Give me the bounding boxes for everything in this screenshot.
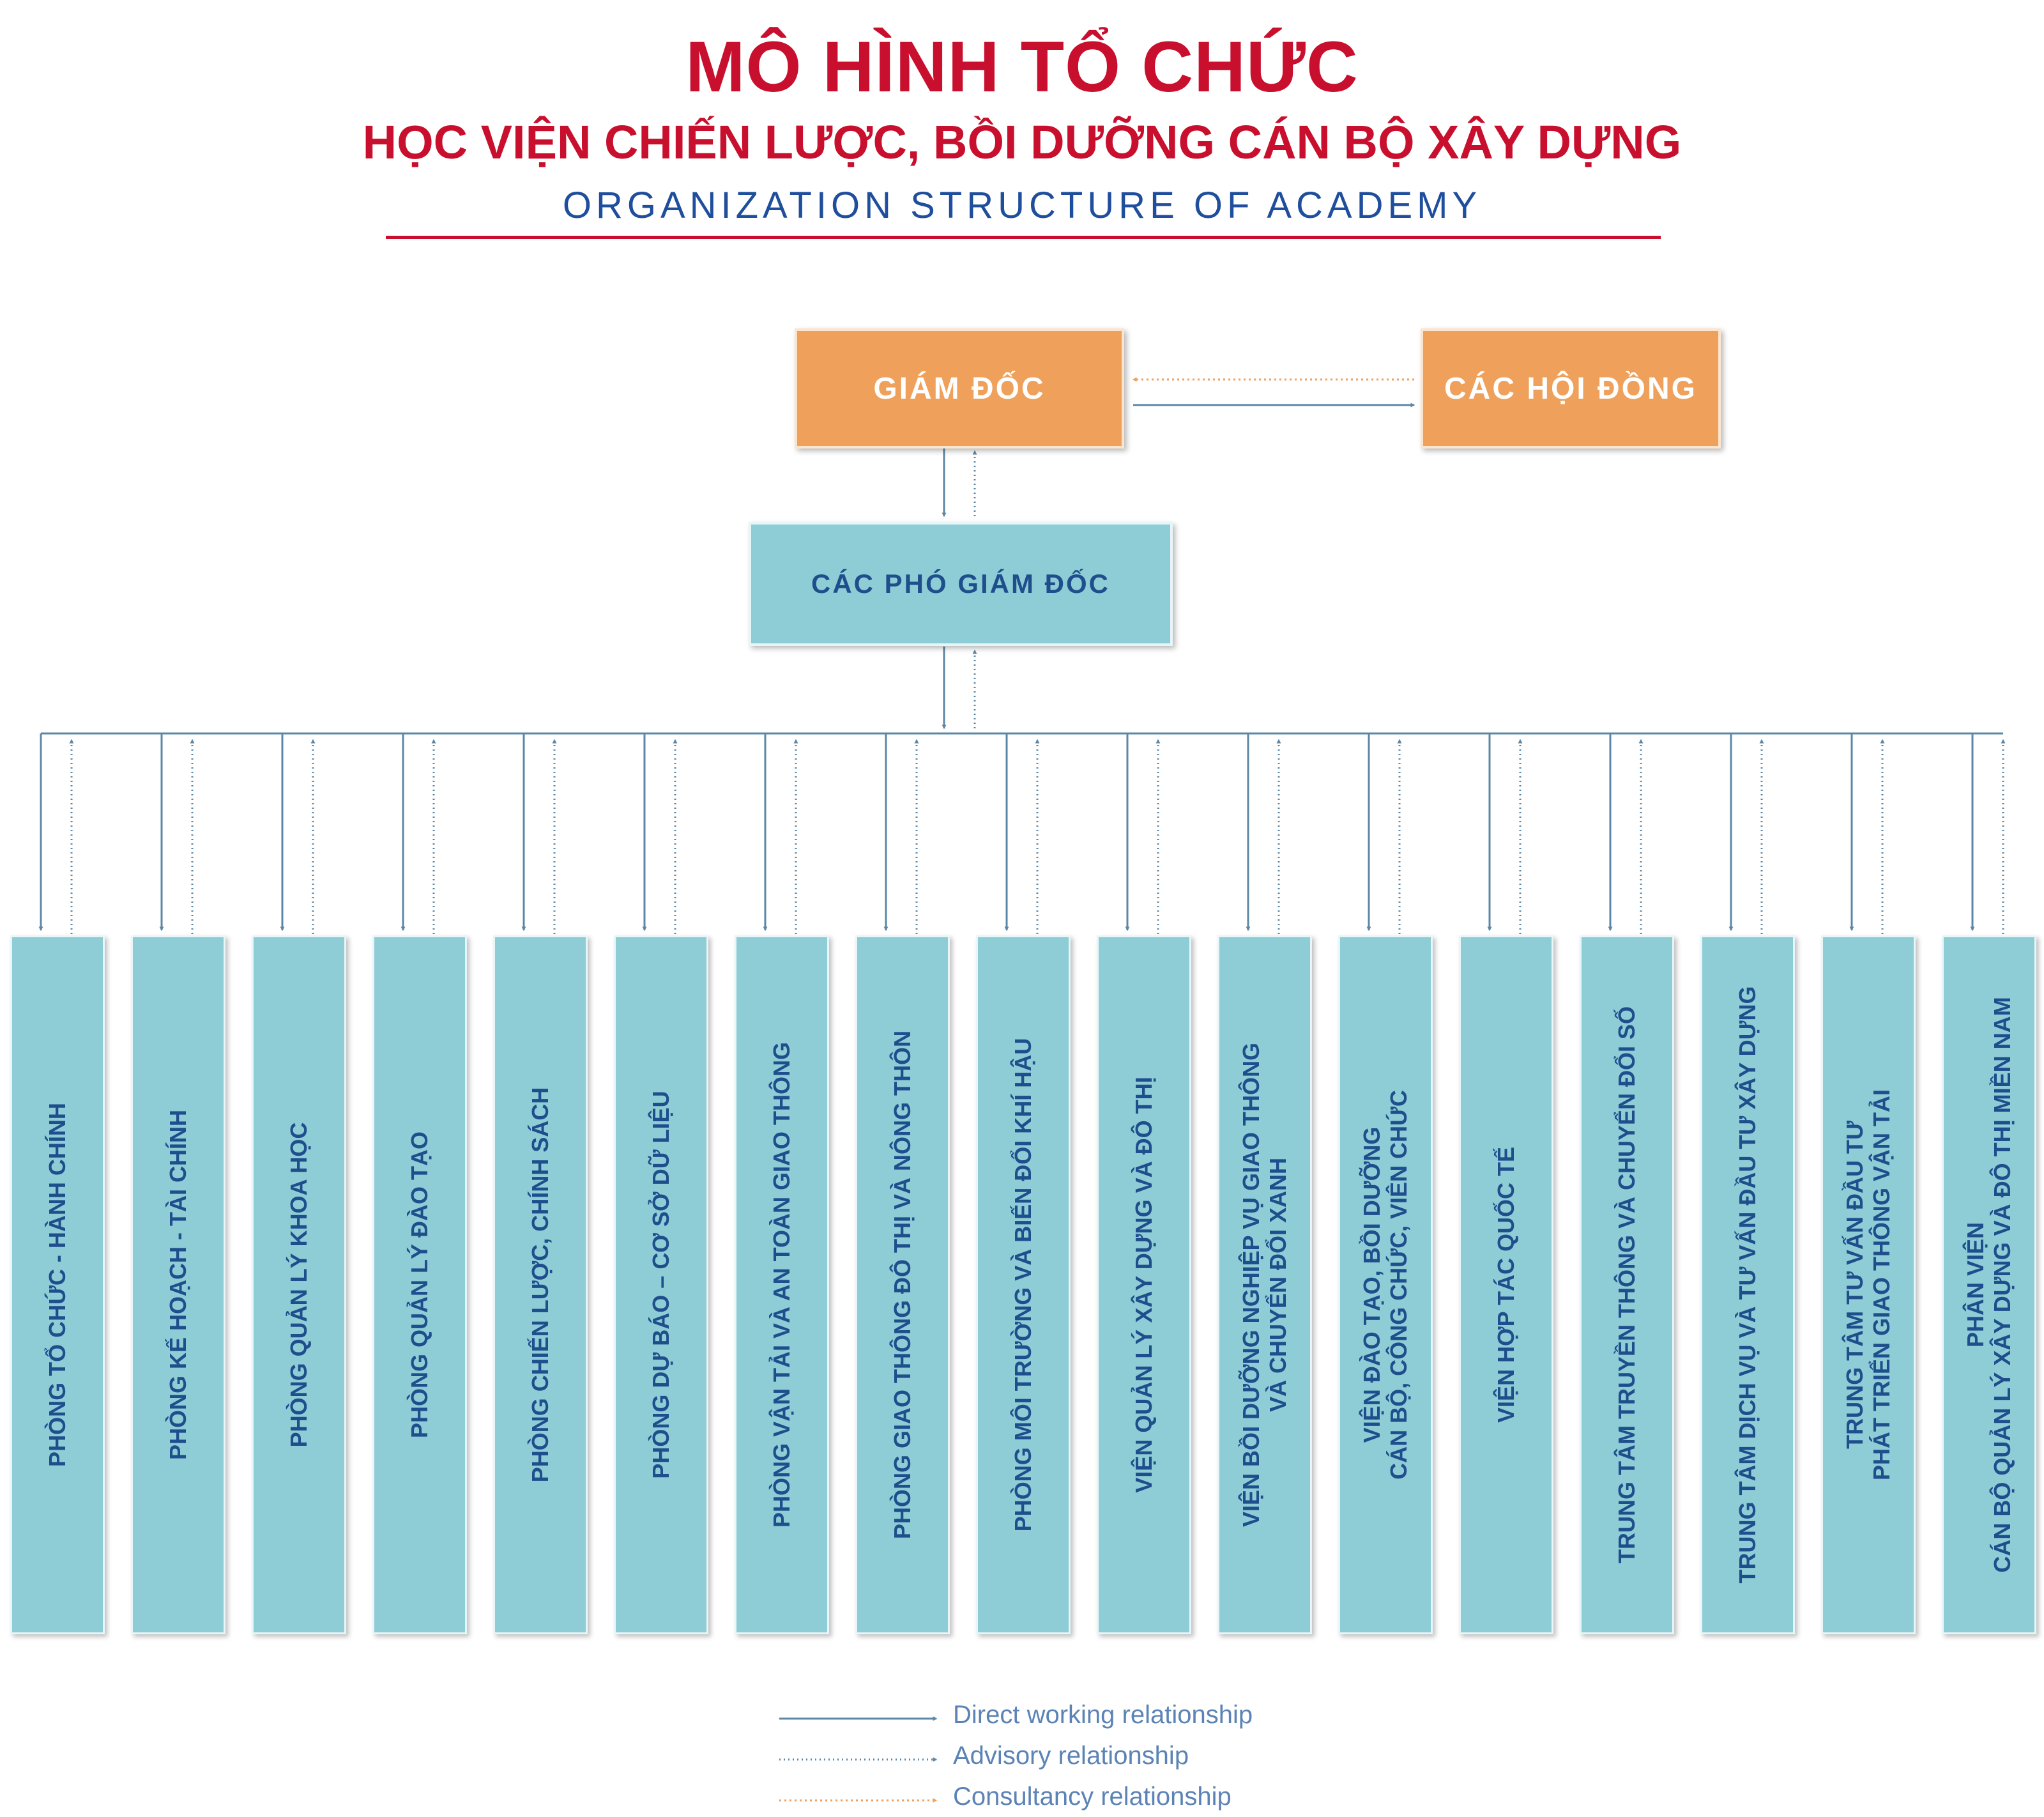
page-subtitle: HỌC VIỆN CHIẾN LƯỢC, BỒI DƯỠNG CÁN BỘ XÂY DỰNG bbox=[362, 116, 1682, 169]
unit-label-line: PHÒNG MÔI TRƯỜNG VÀ BIẾN ĐỔI KHÍ HẬU bbox=[1010, 1038, 1036, 1532]
unit-label bbox=[1238, 953, 1292, 1617]
unit-label bbox=[889, 953, 916, 1617]
unit-label bbox=[1493, 953, 1520, 1617]
unit-label bbox=[1734, 953, 1761, 1617]
unit-label-line: CÁN BỘ, CÔNG CHỨC, VIÊN CHỨC bbox=[1385, 1090, 1412, 1480]
legend-consultancy-label: Consultancy relationship bbox=[953, 1782, 1232, 1811]
unit-label bbox=[1962, 953, 2016, 1617]
unit-label-line: VIỆN ĐÀO TẠO, BỒI DƯỠNG bbox=[1359, 1126, 1385, 1443]
unit-label-line: PHÒNG QUẢN LÝ ĐÀO TẠO bbox=[406, 1131, 432, 1439]
unit-label-line: PHÁT TRIỂN GIAO THÔNG VẬN TẢI bbox=[1868, 1089, 1895, 1480]
unit-box bbox=[10, 935, 105, 1634]
unit-box bbox=[252, 935, 346, 1634]
unit-box bbox=[976, 935, 1071, 1634]
unit-label-line: PHÒNG QUẢN LÝ KHOA HỌC bbox=[286, 1122, 312, 1448]
unit-label-line: VIỆN QUẢN LÝ XÂY DỰNG VÀ ĐÔ THỊ bbox=[1131, 1077, 1157, 1493]
unit-label bbox=[768, 953, 795, 1617]
unit-label-line: TRUNG TÂM DỊCH VỤ VÀ TƯ VẤN ĐẦU TƯ XÂY DỰNG bbox=[1734, 986, 1760, 1584]
unit-box bbox=[1700, 935, 1795, 1634]
unit-box bbox=[131, 935, 225, 1634]
unit-label bbox=[527, 953, 554, 1617]
unit-label bbox=[648, 953, 675, 1617]
unit-label-line: PHÂN VIỆN bbox=[1962, 1222, 1988, 1348]
unit-box bbox=[1580, 935, 1674, 1634]
unit-label-line: PHÒNG KẾ HOẠCH - TÀI CHÍNH bbox=[165, 1110, 191, 1460]
unit-box bbox=[1821, 935, 1916, 1634]
english-title: ORGANIZATION STRUCTURE OF ACADEMY bbox=[562, 185, 1482, 226]
deputy-directors-box bbox=[749, 522, 1173, 646]
unit-label-line: TRUNG TÂM TƯ VẤN ĐẦU TƯ bbox=[1842, 1121, 1868, 1449]
unit-box bbox=[1338, 935, 1433, 1634]
legend-direct-label: Direct working relationship bbox=[953, 1701, 1253, 1729]
page-title: MÔ HÌNH TỔ CHỨC bbox=[685, 27, 1359, 107]
unit-label-line: PHÒNG TỔ CHỨC - HÀNH CHÍNH bbox=[44, 1103, 70, 1467]
unit-label bbox=[1359, 953, 1412, 1617]
unit-label bbox=[1131, 953, 1157, 1617]
deputy-directors-label: CÁC PHÓ GIÁM ĐỐC bbox=[811, 569, 1110, 599]
unit-box bbox=[614, 935, 708, 1634]
unit-box bbox=[493, 935, 588, 1634]
unit-box bbox=[1459, 935, 1553, 1634]
unit-label-line: VIỆN HỢP TÁC QUỐC TẾ bbox=[1493, 1146, 1519, 1423]
councils-label: CÁC HỘI ĐỒNG bbox=[1444, 371, 1697, 406]
legend-advisory-label: Advisory relationship bbox=[953, 1742, 1189, 1770]
unit-label bbox=[406, 953, 433, 1617]
unit-box bbox=[1217, 935, 1312, 1634]
unit-label bbox=[1613, 953, 1640, 1617]
director-label: GIÁM ĐỐC bbox=[873, 371, 1046, 406]
director-box bbox=[795, 328, 1124, 448]
unit-label bbox=[286, 953, 312, 1617]
unit-label-line: PHÒNG GIAO THÔNG ĐÔ THỊ VÀ NÔNG THÔN bbox=[889, 1031, 915, 1540]
unit-label bbox=[44, 953, 71, 1617]
unit-label-line: PHÒNG CHIẾN LƯỢC, CHÍNH SÁCH bbox=[527, 1087, 553, 1483]
councils-box bbox=[1421, 328, 1721, 448]
unit-label bbox=[1010, 953, 1037, 1617]
unit-label bbox=[165, 953, 192, 1617]
unit-box bbox=[1097, 935, 1191, 1634]
unit-label-line: CÁN BỘ QUẢN LÝ XÂY DỰNG VÀ ĐÔ THỊ MIỀN NAM bbox=[1989, 997, 2015, 1573]
unit-box bbox=[1942, 935, 2036, 1634]
unit-label-line: TRUNG TÂM TRUYỀN THÔNG VÀ CHUYỂN ĐỔI SỐ bbox=[1613, 1006, 1640, 1564]
unit-box bbox=[372, 935, 467, 1634]
unit-label-line: PHÒNG VẬN TẢI VÀ AN TOÀN GIAO THÔNG bbox=[768, 1041, 795, 1528]
unit-label-line: PHÒNG DỰ BÁO – CƠ SỞ DỮ LIỆU bbox=[648, 1091, 674, 1479]
unit-box bbox=[855, 935, 950, 1634]
unit-label bbox=[1842, 953, 1895, 1617]
unit-label-line: VÀ CHUYỂN ĐỔI XANH bbox=[1265, 1157, 1291, 1413]
unit-box bbox=[735, 935, 829, 1634]
unit-label-line: VIỆN BỒI DƯỠNG NGHIỆP VỤ GIAO THÔNG bbox=[1238, 1043, 1264, 1527]
